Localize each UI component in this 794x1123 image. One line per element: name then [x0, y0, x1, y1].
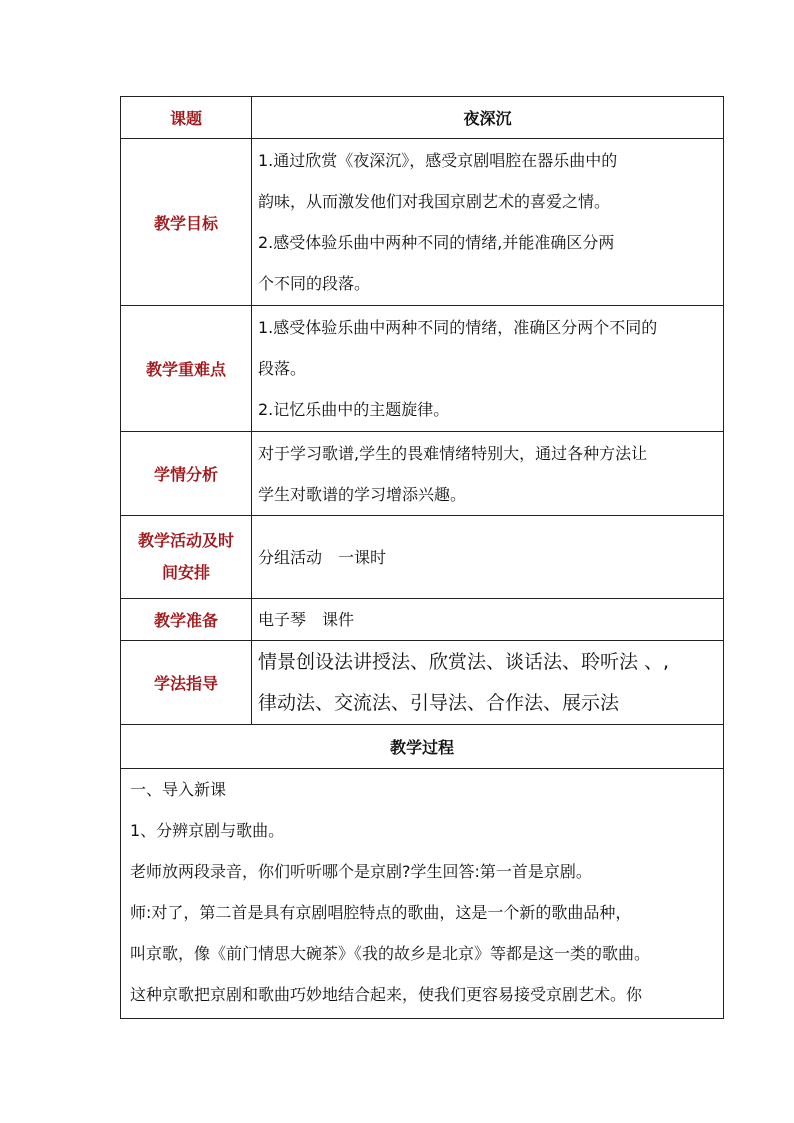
methods-content: [252, 641, 724, 725]
objectives-line-4: 个不同的段落。: [258, 274, 371, 293]
objectives-line-3: 2.感受体验乐曲中两种不同的情绪,并能准确区分两: [258, 233, 615, 252]
prep-value: 电子琴 课件: [258, 610, 355, 629]
process-line-5: 叫京歌，像《前门情思大碗茶》《我的故乡是北京》等都是这一类的歌曲。: [130, 944, 651, 963]
process-line-2: 1、分辨京剧与歌曲。: [130, 821, 285, 840]
analysis-label: 学情分析: [121, 432, 252, 516]
activity-row: [121, 516, 724, 599]
analysis-line-2: 学生对歌谱的学习增添兴趣。: [258, 484, 467, 504]
analysis-content: [252, 432, 724, 516]
methods-line-1: 情景创设法讲授法、欣赏法、谈话法、聆听法 、,: [258, 650, 670, 673]
lesson-plan-table: [120, 96, 724, 1019]
process-content: [121, 769, 724, 1019]
analysis-row: [121, 432, 724, 516]
objectives-row: [121, 139, 724, 306]
methods-row: [121, 641, 724, 725]
difficulty-label: 教学重难点: [121, 306, 252, 432]
process-header: 教学过程: [121, 725, 724, 769]
activity-label-line-2: 间安排: [161, 563, 210, 582]
activity-value: 分组活动 一课时: [258, 547, 387, 567]
difficulty-line-1: 1.感受体验乐曲中两种不同的情绪，准确区分两个不同的: [258, 318, 658, 337]
methods-label: 学法指导: [121, 641, 252, 725]
activity-content: [252, 516, 724, 599]
prep-row: [121, 599, 724, 641]
process-line-3: 老师放两段录音，你们听听哪个是京剧?学生回答:第一首是京剧。: [130, 862, 592, 881]
topic-value: 夜深沉: [252, 97, 724, 139]
difficulty-line-2: 段落。: [258, 359, 307, 378]
analysis-line-1: 对于学习歌谱,学生的畏难情绪特别大，通过各种方法让: [258, 443, 648, 463]
process-line-4: 师:对了，第二首是具有京剧唱腔特点的歌曲，这是一个新的歌曲品种，: [130, 903, 632, 922]
topic-label: 课题: [121, 97, 252, 139]
process-line-6: 这种京歌把京剧和歌曲巧妙地结合起来，使我们更容易接受京剧艺术。你: [130, 985, 643, 1004]
activity-label-line-1: 教学活动及时: [137, 531, 234, 550]
objectives-label: 教学目标: [121, 139, 252, 306]
objectives-line-2: 韵味，从而激发他们对我国京剧艺术的喜爱之情。: [258, 192, 611, 211]
methods-line-2: 律动法、交流法、引导法、合作法、展示法: [258, 691, 620, 714]
difficulty-line-3: 2.记忆乐曲中的主题旋律。: [258, 400, 450, 419]
objectives-content: [252, 139, 724, 306]
process-header-row: [121, 725, 724, 769]
activity-label: [121, 516, 252, 599]
difficulty-row: [121, 306, 724, 432]
objectives-line-1: 1.通过欣赏《夜深沉》，感受京剧唱腔在器乐曲中的: [258, 151, 618, 170]
topic-row: [121, 97, 724, 139]
process-line-1: 一、导入新课: [130, 780, 227, 799]
prep-label: 教学准备: [121, 599, 252, 641]
process-row: [121, 769, 724, 1019]
prep-content: [252, 599, 724, 641]
difficulty-content: [252, 306, 724, 432]
